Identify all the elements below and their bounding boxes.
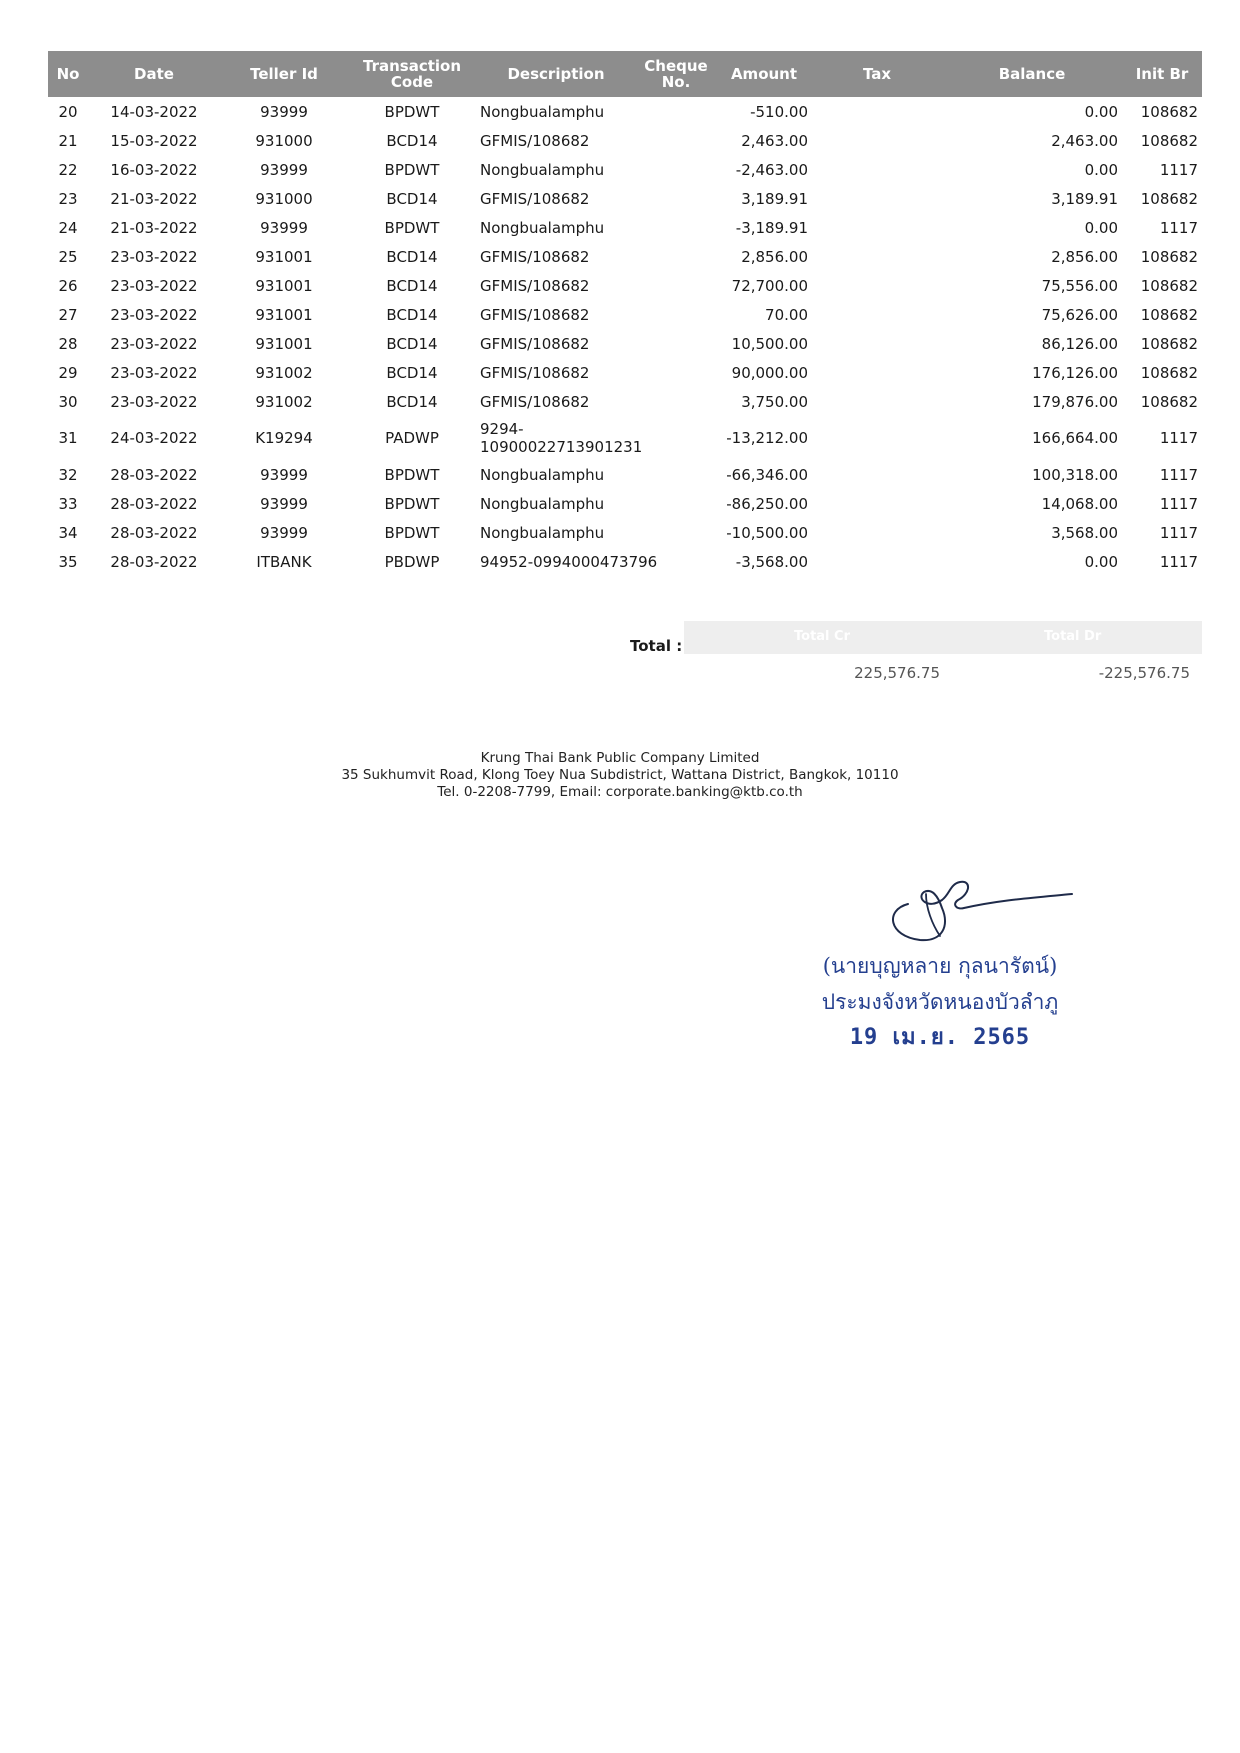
row-balance: 14,068.00 (1041, 494, 1118, 513)
row-transaction-code: BPDWT (384, 102, 440, 121)
row-amount: 2,463.00 (741, 131, 808, 150)
row-amount: 2,856.00 (741, 247, 808, 266)
table-row (48, 184, 1202, 213)
official-stamp (790, 948, 1090, 1056)
table-row (48, 387, 1202, 416)
row-transaction-code: BCD14 (386, 131, 438, 150)
table-row (48, 213, 1202, 242)
row-teller-id: 93999 (260, 160, 308, 179)
row-transaction-code: BPDWT (384, 218, 440, 237)
row-no: 28 (58, 334, 78, 353)
row-teller-id: 93999 (260, 465, 308, 484)
row-amount: -10,500.00 (726, 523, 808, 542)
row-description: Nongbualamphu (480, 523, 605, 542)
row-tax (812, 97, 942, 126)
row-transaction-code: BPDWT (384, 465, 440, 484)
row-date: 23-03-2022 (110, 247, 198, 266)
row-cheque-no (636, 489, 716, 518)
row-balance: 100,318.00 (1032, 465, 1118, 484)
row-tax (812, 126, 942, 155)
row-no: 20 (58, 102, 78, 121)
row-balance: 3,568.00 (1051, 523, 1118, 542)
total-dr-value: -225,576.75 (1098, 664, 1190, 682)
row-no: 34 (58, 523, 78, 542)
header-tax: Tax (812, 51, 942, 97)
row-transaction-code: BPDWT (384, 494, 440, 513)
row-transaction-code: BCD14 (386, 305, 438, 324)
row-description: Nongbualamphu (480, 218, 605, 237)
header-amount: Amount (716, 51, 812, 97)
row-date: 28-03-2022 (110, 494, 198, 513)
row-tax (812, 547, 942, 576)
row-no: 33 (58, 494, 78, 513)
row-date: 14-03-2022 (110, 102, 198, 121)
row-balance: 75,626.00 (1041, 305, 1118, 324)
row-description: GFMIS/108682 (480, 131, 590, 150)
row-cheque-no (636, 518, 716, 547)
row-transaction-code: BCD14 (386, 276, 438, 295)
row-description: Nongbualamphu (480, 465, 605, 484)
row-init-br: 1117 (1159, 429, 1198, 447)
table-row (48, 271, 1202, 300)
row-date: 16-03-2022 (110, 160, 198, 179)
row-tax (812, 155, 942, 184)
row-cheque-no (636, 329, 716, 358)
row-init-br: 108682 (1140, 363, 1198, 382)
header-no: No (48, 51, 88, 97)
row-date: 23-03-2022 (110, 363, 198, 382)
row-teller-id: 931001 (255, 247, 313, 266)
row-init-br: 108682 (1140, 247, 1198, 266)
row-amount: -3,568.00 (735, 552, 808, 571)
row-cheque-no (636, 155, 716, 184)
row-init-br: 108682 (1140, 305, 1198, 324)
row-init-br: 108682 (1140, 276, 1198, 295)
row-balance: 0.00 (1084, 552, 1118, 571)
row-teller-id: 931001 (255, 276, 313, 295)
row-date: 23-03-2022 (110, 276, 198, 295)
table-row (48, 489, 1202, 518)
row-cheque-no (636, 97, 716, 126)
row-balance: 75,556.00 (1041, 276, 1118, 295)
table-row (48, 97, 1202, 126)
row-transaction-code: PBDWP (384, 552, 440, 571)
row-transaction-code: BPDWT (384, 160, 440, 179)
total-cr-label: Total Cr (794, 629, 850, 644)
table-row (48, 155, 1202, 184)
row-date: 21-03-2022 (110, 218, 198, 237)
row-init-br: 1117 (1159, 552, 1198, 571)
row-description: GFMIS/108682 (480, 247, 590, 266)
row-no: 29 (58, 363, 78, 382)
row-cheque-no (636, 460, 716, 489)
row-description: GFMIS/108682 (480, 305, 590, 324)
row-description: GFMIS/108682 (480, 276, 590, 295)
row-date: 23-03-2022 (110, 392, 198, 411)
row-no: 32 (58, 465, 78, 484)
row-amount: 70.00 (765, 305, 808, 324)
row-teller-id: 931002 (255, 363, 313, 382)
row-description: GFMIS/108682 (480, 363, 590, 382)
header-teller-id: Teller Id (220, 51, 348, 97)
row-no: 25 (58, 247, 78, 266)
row-date: 24-03-2022 (110, 429, 198, 447)
row-cheque-no (636, 126, 716, 155)
row-init-br: 108682 (1140, 131, 1198, 150)
row-transaction-code: PADWP (385, 429, 439, 447)
row-tax (812, 387, 942, 416)
header-transaction-code: Transaction Code (348, 51, 476, 97)
row-balance: 176,126.00 (1032, 363, 1118, 382)
row-amount: 10,500.00 (731, 334, 808, 353)
row-amount: 3,189.91 (741, 189, 808, 208)
row-tax (812, 242, 942, 271)
header-description: Description (476, 51, 636, 97)
row-balance: 86,126.00 (1041, 334, 1118, 353)
header-init-br: Init Br (1122, 51, 1202, 97)
row-transaction-code: BCD14 (386, 189, 438, 208)
total-dr-label: Total Dr (1044, 629, 1102, 644)
table-row (48, 242, 1202, 271)
row-amount: 72,700.00 (731, 276, 808, 295)
row-teller-id: 931001 (255, 334, 313, 353)
row-init-br: 1117 (1159, 160, 1198, 179)
row-description: Nongbualamphu (480, 494, 605, 513)
row-amount: -510.00 (750, 102, 808, 121)
row-cheque-no (636, 184, 716, 213)
table-row (48, 518, 1202, 547)
table-row (48, 460, 1202, 489)
row-date: 28-03-2022 (110, 465, 198, 484)
row-transaction-code: BCD14 (386, 392, 438, 411)
row-amount: -66,346.00 (726, 465, 808, 484)
row-description: 94952-0994000473796 (480, 552, 658, 571)
row-balance: 2,856.00 (1051, 247, 1118, 266)
row-no: 22 (58, 160, 78, 179)
totals-header-bar (684, 621, 1202, 654)
row-amount: -3,189.91 (735, 218, 808, 237)
row-tax (812, 460, 942, 489)
row-no: 21 (58, 131, 78, 150)
row-balance: 3,189.91 (1051, 189, 1118, 208)
row-date: 23-03-2022 (110, 334, 198, 353)
row-teller-id: 931002 (255, 392, 313, 411)
row-cheque-no (636, 300, 716, 329)
row-init-br: 1117 (1159, 494, 1198, 513)
row-description: 9294-10900022713901231 (480, 420, 643, 456)
row-balance: 2,463.00 (1051, 131, 1118, 150)
totals-section (0, 621, 1240, 681)
row-date: 28-03-2022 (110, 523, 198, 542)
table-body (48, 97, 1202, 576)
row-description: GFMIS/108682 (480, 334, 590, 353)
row-balance: 166,664.00 (1032, 429, 1118, 447)
row-balance: 0.00 (1084, 160, 1118, 179)
header-date: Date (88, 51, 220, 97)
row-description: GFMIS/108682 (480, 392, 590, 411)
row-no: 31 (58, 429, 78, 447)
row-date: 15-03-2022 (110, 131, 198, 150)
table-row (48, 329, 1202, 358)
table-row (48, 416, 1202, 460)
row-init-br: 1117 (1159, 465, 1198, 484)
row-balance: 0.00 (1084, 218, 1118, 237)
stamp-name: (นายบุญหลาย กุลนารัตน์) (822, 954, 1058, 978)
table-row (48, 300, 1202, 329)
footer-contact: Tel. 0-2208-7799, Email: corporate.banking@ktb.co.th (437, 784, 803, 800)
header-balance: Balance (942, 51, 1122, 97)
row-amount: -13,212.00 (726, 429, 808, 447)
row-tax (812, 213, 942, 242)
row-amount: 3,750.00 (741, 392, 808, 411)
row-cheque-no (636, 416, 716, 460)
row-init-br: 108682 (1140, 189, 1198, 208)
row-teller-id: 931000 (255, 189, 313, 208)
row-teller-id: 93999 (260, 494, 308, 513)
row-tax (812, 300, 942, 329)
row-teller-id: 93999 (260, 102, 308, 121)
table-row (48, 358, 1202, 387)
row-teller-id: K19294 (255, 429, 313, 447)
row-no: 24 (58, 218, 78, 237)
row-init-br: 108682 (1140, 334, 1198, 353)
footer-address: 35 Sukhumvit Road, Klong Toey Nua Subdistrict, Wattana District, Bangkok, 10110 (341, 767, 899, 783)
handwritten-signature (880, 868, 1080, 952)
row-no: 27 (58, 305, 78, 324)
row-init-br: 108682 (1140, 392, 1198, 411)
row-cheque-no (636, 387, 716, 416)
row-teller-id: ITBANK (256, 552, 312, 571)
row-tax (812, 271, 942, 300)
row-init-br: 1117 (1159, 218, 1198, 237)
bank-footer (0, 750, 1240, 801)
row-no: 26 (58, 276, 78, 295)
row-init-br: 1117 (1159, 523, 1198, 542)
header-cheque-no: Cheque No. (636, 51, 716, 97)
row-teller-id: 93999 (260, 523, 308, 542)
row-teller-id: 931000 (255, 131, 313, 150)
total-label: Total : (630, 637, 683, 655)
table-header-row (48, 51, 1202, 97)
row-description: Nongbualamphu (480, 102, 605, 121)
row-init-br: 108682 (1140, 102, 1198, 121)
row-transaction-code: BCD14 (386, 247, 438, 266)
row-transaction-code: BCD14 (386, 334, 438, 353)
row-tax (812, 416, 942, 460)
row-date: 23-03-2022 (110, 305, 198, 324)
row-cheque-no (636, 358, 716, 387)
row-description: Nongbualamphu (480, 160, 605, 179)
row-balance: 0.00 (1084, 102, 1118, 121)
row-description: GFMIS/108682 (480, 189, 590, 208)
row-tax (812, 329, 942, 358)
row-amount: -2,463.00 (735, 160, 808, 179)
transaction-table (48, 51, 1202, 576)
row-tax (812, 518, 942, 547)
row-teller-id: 931001 (255, 305, 313, 324)
row-date: 21-03-2022 (110, 189, 198, 208)
row-cheque-no (636, 213, 716, 242)
row-tax (812, 358, 942, 387)
row-no: 30 (58, 392, 78, 411)
row-amount: -86,250.00 (726, 494, 808, 513)
footer-company: Krung Thai Bank Public Company Limited (480, 750, 760, 766)
table-row (48, 126, 1202, 155)
row-no: 35 (58, 552, 78, 571)
row-transaction-code: BCD14 (386, 363, 438, 382)
stamp-date: 19 เม.ย. 2565 (849, 1025, 1031, 1050)
table-row (48, 547, 1202, 576)
row-cheque-no (636, 271, 716, 300)
row-transaction-code: BPDWT (384, 523, 440, 542)
transaction-table-container (48, 51, 1202, 576)
row-balance: 179,876.00 (1032, 392, 1118, 411)
row-cheque-no (636, 242, 716, 271)
stamp-position: ประมงจังหวัดหนองบัวลำภู (821, 990, 1059, 1014)
row-no: 23 (58, 189, 78, 208)
total-cr-value: 225,576.75 (854, 664, 940, 682)
row-amount: 90,000.00 (731, 363, 808, 382)
row-tax (812, 489, 942, 518)
row-date: 28-03-2022 (110, 552, 198, 571)
row-teller-id: 93999 (260, 218, 308, 237)
row-tax (812, 184, 942, 213)
